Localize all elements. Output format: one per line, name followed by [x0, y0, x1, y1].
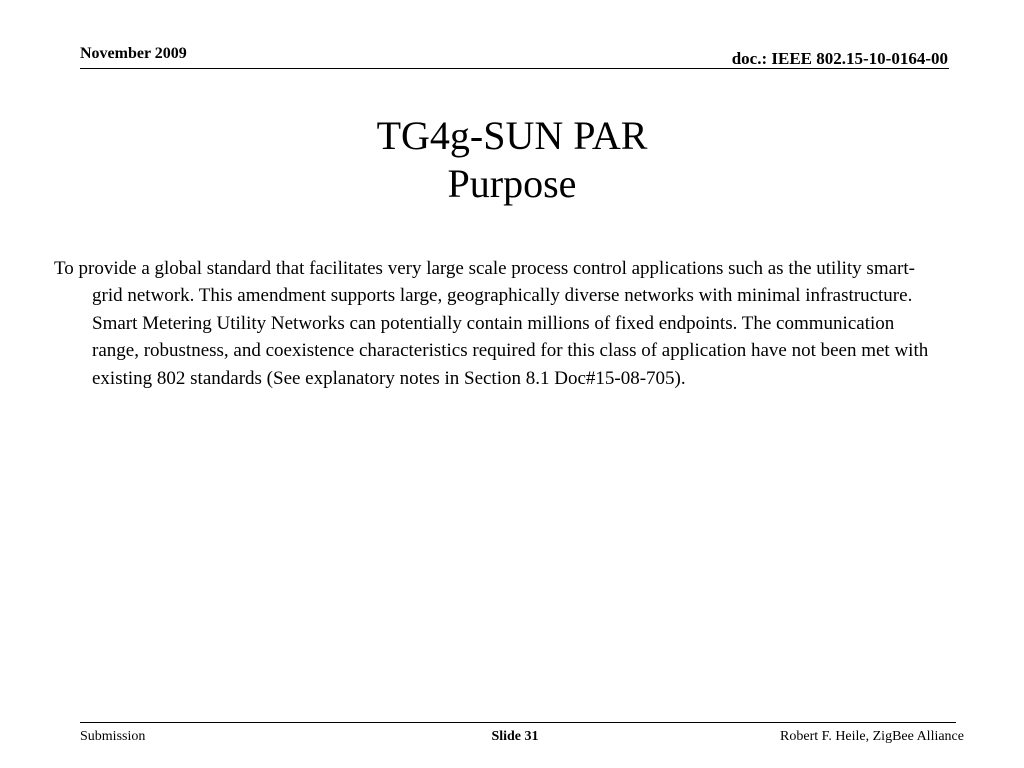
footer-divider: [80, 722, 956, 723]
footer-author: Robert F. Heile, ZigBee Alliance: [780, 729, 964, 744]
slide-title-line-2: Purpose: [447, 161, 577, 206]
slide-body-text: To provide a global standard that facilitates very large scale process control applications such as the utility smart-grid network. This amendment supports large, geographically diverse networks with minimal infrastructure. Smart Metering Utility Networks can potentially contain millions of fixed endpoints. The communication range, robustness, and coexistence characteristics required for this class of application have not been met with existing 802 standards (See explanatory notes in Section 8.1 Doc#15-08-705).: [54, 258, 929, 389]
header-doc-id: doc.: IEEE 802.15-10-0164-00: [731, 49, 948, 68]
footer-submission: Submission: [80, 729, 146, 744]
footer-slide-number: Slide 31: [491, 729, 539, 744]
header-divider: [80, 68, 949, 69]
header-date: November 2009: [80, 45, 187, 62]
slide-title-line-1: TG4g-SUN PAR: [376, 113, 648, 158]
slide-title: [0, 112, 1024, 208]
